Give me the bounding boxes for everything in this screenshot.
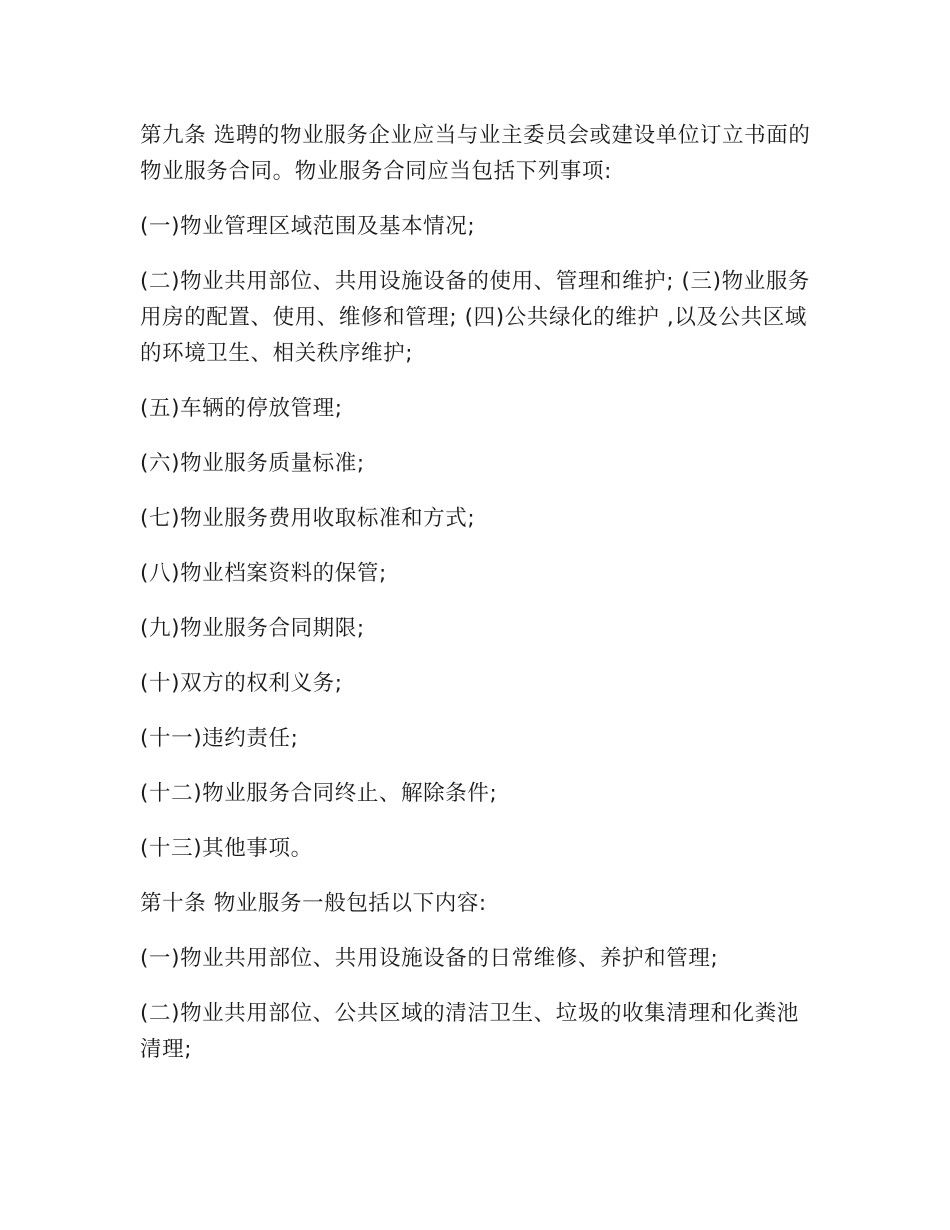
item-6: (六)物业服务质量标准;: [140, 451, 365, 476]
article-9-heading: 第九条 选聘的物业服务企业应当与业主委员会或建设单位订立书面的物业服务合同。物业服务合同应当包括下列事项:: [140, 123, 811, 184]
item-9: (九)物业服务合同期限;: [140, 616, 365, 641]
item-7: (七)物业服务费用收取标准和方式;: [140, 506, 476, 531]
item-13: (十三)其他事项。: [140, 836, 313, 861]
document-body: [140, 118, 812, 1087]
items-2-4: (二)物业共用部位、共用设施设备的使用、管理和维护; (三)物业服务用房的配置、使用、维修和管理; (四)公共绿化的维护 ,以及公共区域的环境卫生、相关秩序维护;: [140, 269, 811, 366]
item-10: (十)双方的权利义务;: [140, 671, 343, 696]
item-12: (十二)物业服务合同终止、解除条件;: [140, 781, 498, 806]
item-1: (一)物业管理区域范围及基本情况;: [140, 214, 476, 239]
service-item-2: (二)物业共用部位、公共区域的清洁卫生、垃圾的收集清理和化粪池清理;: [140, 1001, 799, 1062]
service-item-1: (一)物业共用部位、共用设施设备的日常维修、养护和管理;: [140, 946, 719, 971]
item-5: (五)车辆的停放管理;: [140, 396, 343, 421]
article-10-heading: 第十条 物业服务一般包括以下内容:: [140, 891, 487, 916]
item-11: (十一)违约责任;: [140, 726, 299, 751]
item-8: (八)物业档案资料的保管;: [140, 561, 387, 586]
